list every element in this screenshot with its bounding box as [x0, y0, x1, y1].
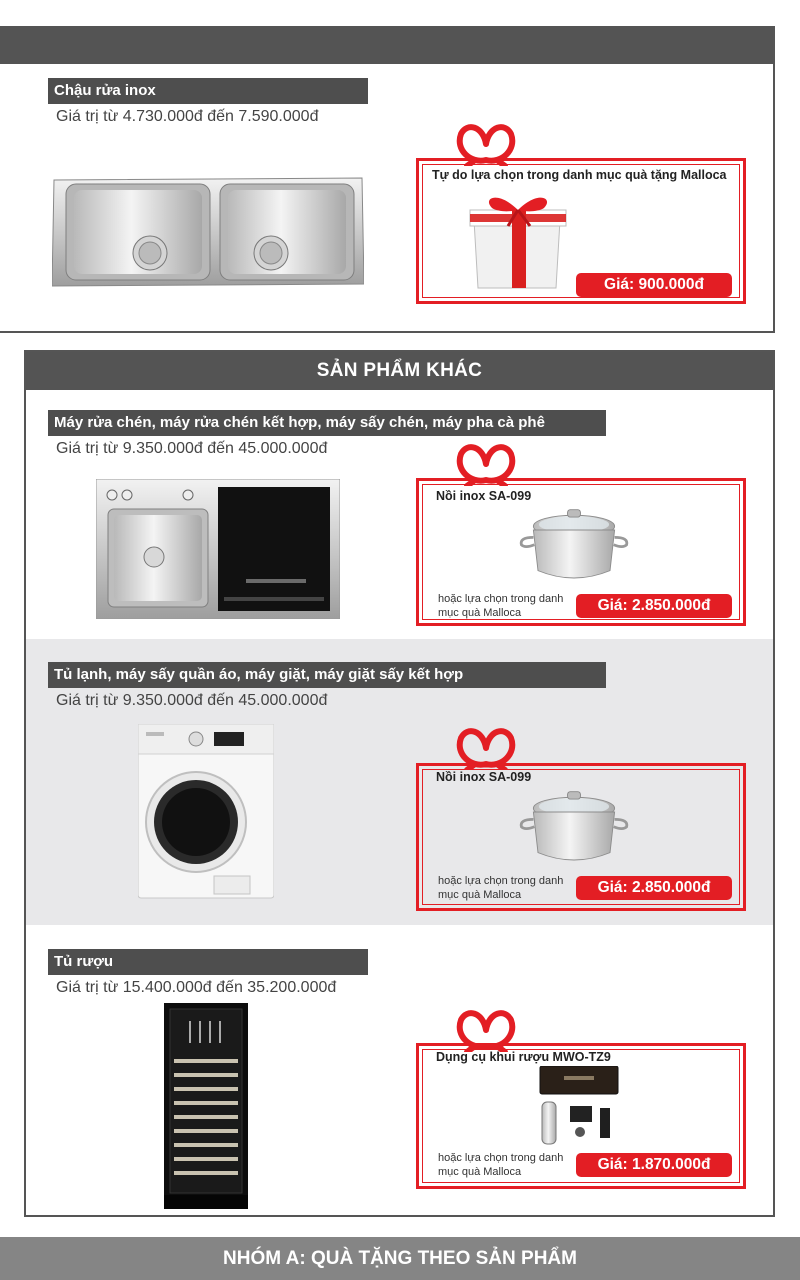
gift-title-washer: Nồi inox SA-099 [436, 770, 532, 784]
ribbon-bow-icon [453, 724, 519, 770]
gift-price-wine-cooler: Giá: 1.870.000đ [576, 1153, 732, 1177]
gift-price-dishwasher: Giá: 2.850.000đ [576, 594, 732, 618]
gift-title-dishwasher: Nồi inox SA-099 [436, 489, 532, 503]
gift-alt-wine-cooler: hoặc lựa chọn trong danh mục quà Malloca [438, 1152, 564, 1178]
gift-title-wine-cooler: Dụng cụ khui rượu MWO-TZ9 [436, 1050, 611, 1064]
top-bar [0, 26, 773, 64]
price-range-dishwasher: Giá trị từ 9.350.000đ đến 45.000.000đ [56, 440, 328, 457]
price-range-washer: Giá trị từ 9.350.000đ đến 45.000.000đ [56, 692, 328, 709]
sink-dishwasher-combo-image [96, 479, 340, 619]
section-heading-other-products: SẢN PHẨM KHÁC [26, 352, 773, 390]
category-label-wine-cooler: Tủ rượu [48, 949, 368, 975]
gift-alt-dishwasher: hoặc lựa chọn trong danh mục quà Malloca [438, 593, 564, 619]
washing-machine-image [138, 724, 274, 900]
gift-price-washer: Giá: 2.850.000đ [576, 876, 732, 900]
price-range-wine-cooler: Giá trị từ 15.400.000đ đến 35.200.000đ [56, 979, 337, 996]
group-a-heading: NHÓM A: QUÀ TẶNG THEO SẢN PHẨM [0, 1237, 800, 1280]
gift-alt-washer: hoặc lựa chọn trong danh mục quà Malloca [438, 875, 564, 901]
wine-opener-kit-image [530, 1066, 626, 1148]
gift-title-sink: Tự do lựa chọn trong danh mục quà tặng Malloca [432, 168, 727, 182]
stainless-pot-image [514, 782, 634, 866]
stainless-sink-image [52, 170, 364, 290]
ribbon-bow-icon [453, 120, 519, 166]
category-label-washer: Tủ lạnh, máy sấy quần áo, máy giặt, máy giặt sấy kết hợp [48, 662, 606, 688]
price-range-sink: Giá trị từ 4.730.000đ đến 7.590.000đ [56, 108, 319, 125]
category-label-dishwasher: Máy rửa chén, máy rửa chén kết hợp, máy sấy chén, máy pha cà phê [48, 410, 606, 436]
wine-cooler-image [164, 1003, 248, 1209]
gift-box-icon [468, 190, 568, 290]
gift-price-sink: Giá: 900.000đ [576, 273, 732, 297]
stainless-pot-image [514, 500, 634, 584]
ribbon-bow-icon [453, 440, 519, 486]
category-label-sink: Chậu rửa inox [48, 78, 368, 104]
ribbon-bow-icon [453, 1006, 519, 1052]
